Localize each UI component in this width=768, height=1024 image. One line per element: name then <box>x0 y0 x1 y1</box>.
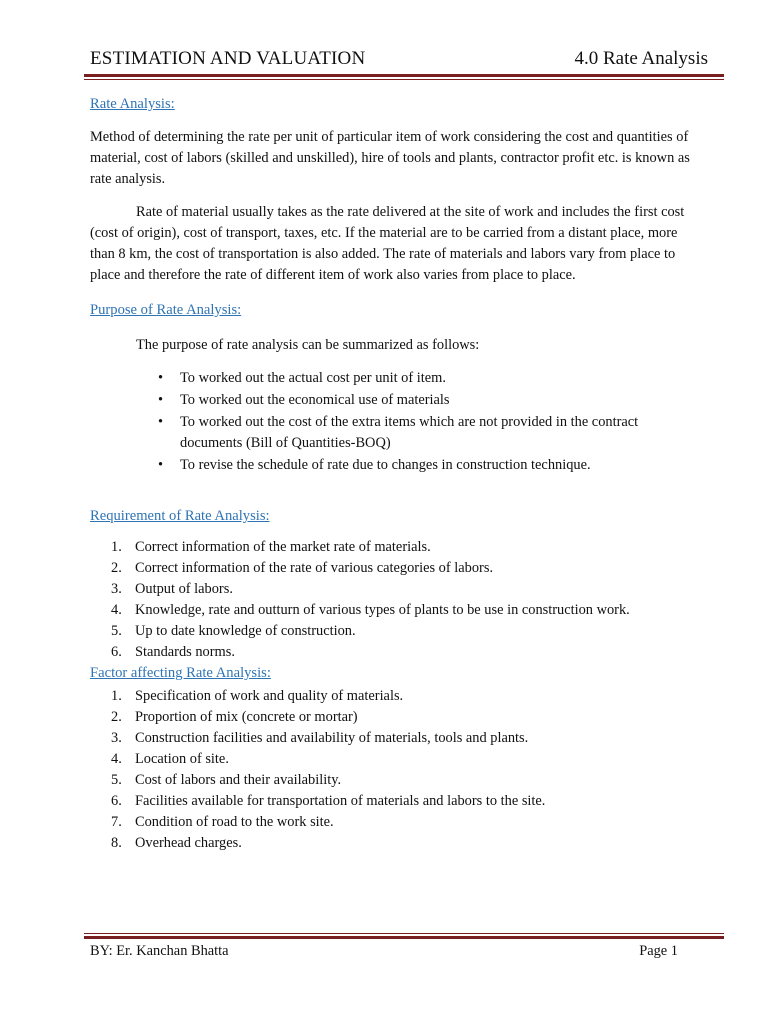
paragraph-rate-of-material: Rate of material usually takes as the rate delivered at the site of work and includes the first cost (cost of origin), cost of transport, taxes, etc. If the material are to be carried from a distant place, more than 8 km, the cost of transportation is also added. The rate of materials and labors vary from place to place and therefore the rate of different item of work also varies from place to place. <box>90 204 685 283</box>
purpose-intro: The purpose of rate analysis can be summarized as follows: <box>136 337 480 353</box>
list-item: 1. Correct information of the market rate of materials. <box>111 539 431 555</box>
footer-author: BY: Er. Kanchan Bhatta <box>90 943 229 959</box>
list-item: 1. Specification of work and quality of materials. <box>111 688 404 704</box>
header-rule-thick <box>84 74 724 77</box>
list-item: 2. Proportion of mix (concrete or mortar) <box>111 709 358 725</box>
bullet-icon: • <box>158 414 164 430</box>
list-item: 6. Standards norms. <box>111 644 235 660</box>
list-item: 5. Up to date knowledge of construction. <box>111 623 356 639</box>
list-item: 4. Location of site. <box>111 751 229 767</box>
footer-page-number: Page 1 <box>639 943 678 959</box>
paragraph-definition: Method of determining the rate per unit of particular item of work considering the cost and quantities of material, cost of labors (skilled and unskilled), hire of tools and plants, contractor profit etc. is known as rate analysis. <box>90 129 690 187</box>
bullet-icon: • <box>158 392 164 408</box>
heading-rate-analysis: Rate Analysis: <box>90 96 175 112</box>
list-item: 4. Knowledge, rate and outturn of various types of plants to be use in construction work. <box>111 602 630 618</box>
heading-purpose: Purpose of Rate Analysis: <box>90 302 242 318</box>
list-item: • To worked out the cost of the extra items which are not provided in the contract documents (Bill of Quantities-BOQ) <box>158 414 639 451</box>
header-chapter: 4.0 Rate Analysis <box>574 48 708 69</box>
bullet-icon: • <box>158 457 164 473</box>
list-item: 7. Condition of road to the work site. <box>111 814 334 830</box>
heading-requirement: Requirement of Rate Analysis: <box>90 508 270 524</box>
purpose-list <box>90 368 690 476</box>
footer-rule-thick <box>84 936 724 939</box>
list-item: 8. Overhead charges. <box>111 835 242 851</box>
header-rule-thin <box>84 79 724 80</box>
list-item: 3. Construction facilities and availability of materials, tools and plants. <box>111 730 529 746</box>
list-item: 6. Facilities available for transportation of materials and labors to the site. <box>111 793 546 809</box>
list-item: • To worked out the actual cost per unit of item. <box>180 368 690 389</box>
list-item: • To worked out the economical use of materials <box>180 390 690 411</box>
factor-list <box>90 686 690 854</box>
header-title: ESTIMATION AND VALUATION <box>90 48 366 69</box>
footer-rule-thin <box>84 933 724 934</box>
page-header <box>90 48 708 72</box>
list-item: 5. Cost of labors and their availability. <box>111 772 342 788</box>
bullet-icon: • <box>158 370 164 386</box>
list-item: • To revise the schedule of rate due to changes in construction technique. <box>180 455 690 476</box>
heading-factor-affecting: Factor affecting Rate Analysis: <box>90 665 271 681</box>
list-item: 3. Output of labors. <box>111 581 233 597</box>
requirement-list <box>90 537 690 663</box>
list-item: 2. Correct information of the rate of various categories of labors. <box>111 560 494 576</box>
page-content <box>90 94 690 854</box>
